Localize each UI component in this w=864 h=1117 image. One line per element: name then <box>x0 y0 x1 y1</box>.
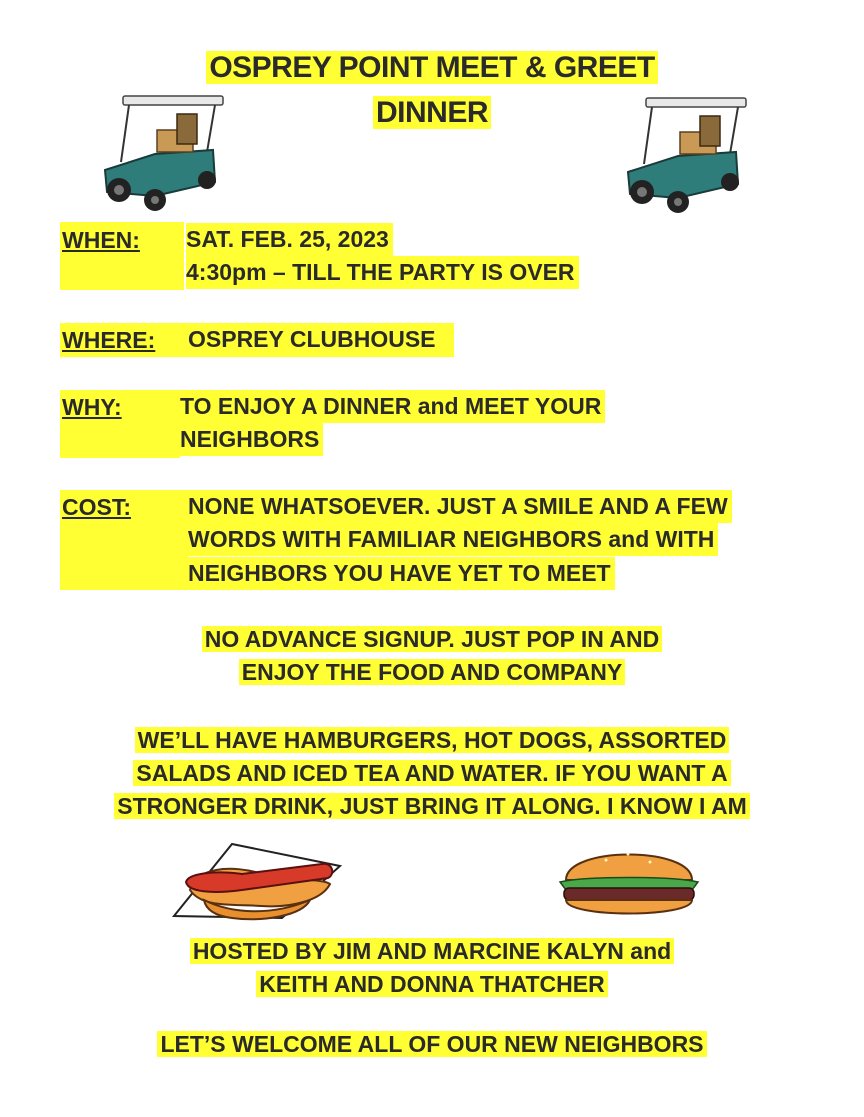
why-label: WHY: <box>62 394 122 420</box>
signup-line-2: ENJOY THE FOOD AND COMPANY <box>239 659 625 685</box>
welcome-row <box>0 1028 864 1061</box>
menu-line-2-row <box>0 757 864 790</box>
title-line-1: OSPREY POINT MEET & GREET <box>206 51 657 84</box>
menu-line-1-row <box>0 724 864 757</box>
hot-dog-icon <box>172 834 342 924</box>
cost-line-3: NEIGHBORS YOU HAVE YET TO MEET <box>188 557 615 590</box>
menu-line-3: STRONGER DRINK, JUST BRING IT ALONG. I KNOW I AM <box>114 793 750 819</box>
cost-line-2: WORDS WITH FAMILIAR NEIGHBORS and WITH <box>188 523 718 556</box>
flyer-title <box>0 50 864 86</box>
hosts-line-2-row <box>0 968 864 1001</box>
when-time: 4:30pm – TILL THE PARTY IS OVER <box>186 256 579 289</box>
signup-line-2-row <box>0 656 864 689</box>
where-label: WHERE: <box>62 327 156 353</box>
title-line-2: DINNER <box>373 96 491 129</box>
hosts-line-1: HOSTED BY JIM AND MARCINE KALYN and <box>190 938 674 964</box>
menu-line-1: WE’LL HAVE HAMBURGERS, HOT DOGS, ASSORTED <box>135 727 730 753</box>
when-date: SAT. FEB. 25, 2023 <box>186 223 393 256</box>
when-label: WHEN: <box>62 227 140 253</box>
menu-line-2: SALADS AND ICED TEA AND WATER. IF YOU WANT A <box>133 760 730 786</box>
golf-cart-icon <box>618 94 758 214</box>
why-line-2: NEIGHBORS <box>180 423 323 456</box>
hosts-line-1-row <box>0 935 864 968</box>
welcome-line: LET’S WELCOME ALL OF OUR NEW NEIGHBORS <box>157 1031 706 1057</box>
signup-line-1: NO ADVANCE SIGNUP. JUST POP IN AND <box>202 626 663 652</box>
hosts-line-2: KEITH AND DONNA THATCHER <box>256 971 607 997</box>
signup-line-1-row <box>0 623 864 656</box>
cost-label: COST: <box>62 494 131 520</box>
menu-line-3-row <box>0 790 864 823</box>
why-line-1: TO ENJOY A DINNER and MEET YOUR <box>180 390 605 423</box>
golf-cart-icon <box>95 92 235 212</box>
cost-line-1: NONE WHATSOEVER. JUST A SMILE AND A FEW <box>188 490 732 523</box>
where-value: OSPREY CLUBHOUSE <box>188 326 436 352</box>
hamburger-icon <box>556 838 702 924</box>
